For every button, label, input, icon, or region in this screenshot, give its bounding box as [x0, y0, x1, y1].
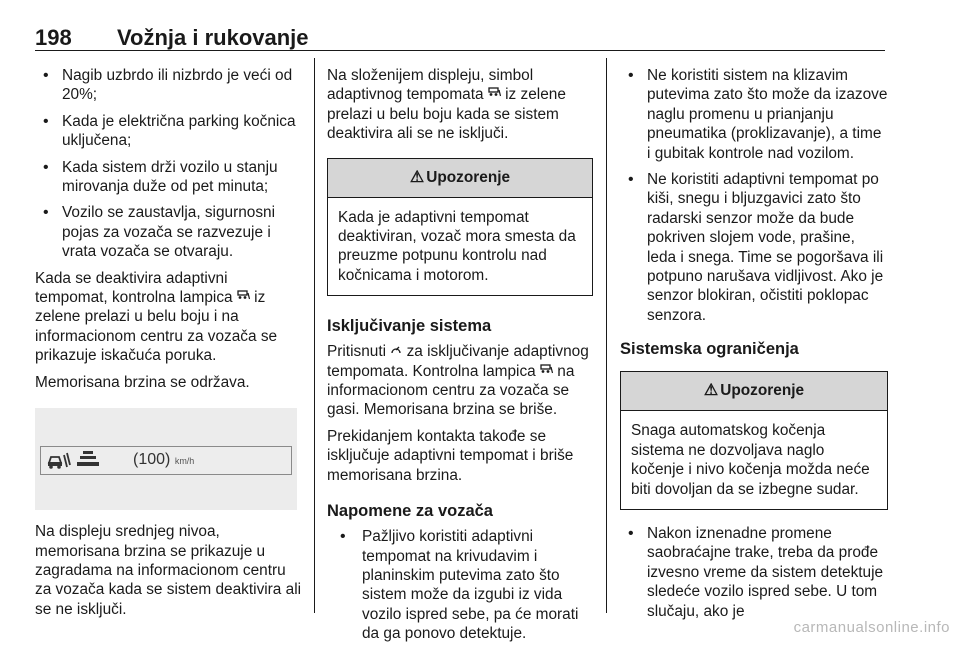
list-item: • Ne koristiti adaptivni tempomat po kiši, snegu i bljuzgavici zato što radarski senzor može da bude pokriven slojem vode, prašine, leda i snega. Time se pogoršava ili potpuno narušava vidljivost. Ako je senzor blokiran, očistiti poklopac senzora. [620, 170, 888, 325]
warning-triangle-icon: ⚠ [409, 168, 425, 186]
header-rule [35, 50, 885, 51]
page-number: 198 [35, 25, 72, 50]
paragraph-speed-kept: Memorisana brzina se održava. [35, 373, 250, 391]
usage-notes-list [620, 66, 888, 325]
column-2 [327, 66, 593, 651]
condition-list [35, 66, 303, 262]
warning-triangle-icon: ⚠ [703, 382, 719, 400]
section-heading: Sistemska ograničenja [620, 340, 799, 359]
cruise-off-icon [390, 342, 402, 361]
warning-box [620, 371, 888, 510]
list-item: • Vozilo se zaustavlja, sigurnosni pojas za vozača se razvezuje i vrata vozača se otvaraju. [35, 203, 303, 261]
section-heading: Napomene za vozača [327, 502, 493, 521]
watermark: carmanualsonline.info [793, 619, 950, 636]
list-item: • Kada sistem drži vozilo u stanju mirovanja duže od pet minuta; [35, 158, 303, 197]
cluster-display-image [35, 408, 297, 510]
limitations-list [620, 524, 888, 621]
warning-text: Snaga automatskog kočenja sistema ne dozvoljava naglo kočenje i nivo kočenja možda neće biti dovoljan da se izbegne sudar. [631, 422, 870, 498]
warning-header: ⚠ Upozorenje [328, 159, 592, 198]
driver-notes-list [327, 527, 593, 643]
list-item: • Kada je električna parking kočnica uključena; [35, 112, 303, 151]
display-bar [40, 446, 292, 475]
car-radar-icon [46, 451, 72, 475]
column-1 [35, 66, 303, 626]
list-item: • Pažljivo koristiti adaptivni tempomat na krivudavim i planinskim putevima zato što sistem može da izgubi iz vida vozilo ispred sebe, pa će morati da ga ponovo detektuje. [332, 527, 593, 643]
column-divider-1 [314, 58, 315, 613]
paragraph-ignition: Prekidanjem kontakta takođe se isključuje adaptivni tempomat i briše memorisana brzina. [327, 427, 574, 484]
warning-text: Kada je adaptivni tempomat deaktiviran, vozač mora smesta da preuzme potpunu kontrolu nad kočnicama i motorom. [338, 208, 576, 284]
paragraph-deactivation: Kada se deaktivira adaptivni tempomat, kontrolna lampica iz zelene prelazi u belu boju i na informacionom centru za vozača se prikazuje iskačuća poruka. [35, 269, 278, 365]
paragraph-complex-display: Na složenijem displeju, simbol adaptivnog tempomata iz zelene prelazi u belu boju kada se sistem deaktivira ali se ne isključi. [327, 67, 566, 143]
paragraph-switch-off: Pritisnuti za isključivanje adaptivnog tempomata. Kontrolna lampica na informacionom centru za vozača se gasi. Memorisana brzina se briše. [327, 343, 589, 419]
cruise-control-icon [237, 288, 250, 307]
section-heading: Isključivanje sistema [327, 317, 492, 336]
list-item: • Nakon iznenadne promene saobraćajne trake, treba da prođe izvesno vreme da sistem detektuje sledeće vozilo ispred sebe. U tom slučaju, ako je [620, 524, 888, 621]
list-item: • Ne koristiti sistem na klizavim putevima zato što može da izazove naglu promenu u prianjanju pneumatika (proklizavanje), a time i gubitak kontrole nad vozilom. [620, 66, 888, 163]
warning-header: ⚠ Upozorenje [621, 372, 887, 411]
distance-bars-icon [77, 451, 99, 474]
column-divider-2 [606, 58, 607, 613]
warning-box [327, 158, 593, 297]
list-item: • Nagib uzbrdo ili nizbrdo je veći od 20%; [35, 66, 303, 105]
page-header [35, 25, 885, 51]
column-3 [620, 66, 888, 628]
cruise-control-icon [488, 85, 501, 104]
cruise-control-icon [540, 362, 553, 381]
memorized-speed: (100) km/h [133, 451, 195, 469]
paragraph-mid-display: Na displeju srednjeg nivoa, memorisana brzina se prikazuje u zagradama na informacionom centru za vozača kada se sistem deaktivira ali se ne isključi. [35, 523, 302, 618]
chapter-title: Vožnja i rukovanje [117, 25, 309, 50]
